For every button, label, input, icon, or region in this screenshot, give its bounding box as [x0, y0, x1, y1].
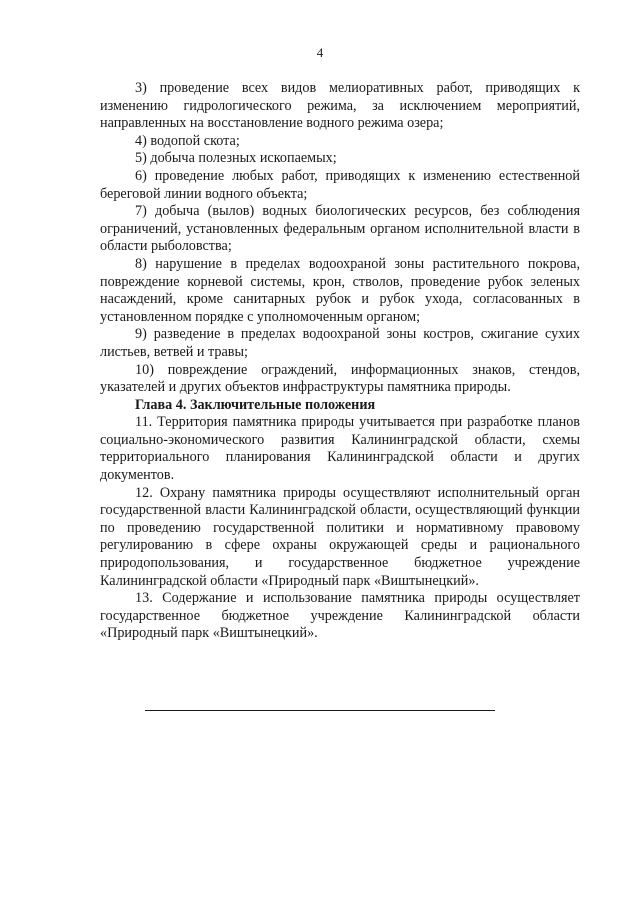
chapter-paragraphs [100, 414, 580, 643]
list-item: 3) проведение всех видов мелиоративных работ, приводящих к изменению гидрологического режима, за исключением мероприятий, направленных на восстановление водного режима озера; [100, 80, 580, 132]
list-item: 8) нарушение в пределах водоохраной зоны растительного покрова, повреждение корневой системы, крон, стволов, проведение рубок зеленых насаждений, кроме санитарных рубок и рубок ухода, согласованных в установленном порядке с уполномоченным органом; [100, 255, 580, 325]
paragraph: 13. Содержание и использование памятника природы осуществляет государственное бюджетное учреждение Калининградской области «Природный парк «Виштынецкий». [100, 590, 580, 642]
chapter-title: Глава 4. Заключительные положения [135, 396, 376, 413]
paragraph: 12. Охрану памятника природы осуществляют исполнительный орган государственной власти Калининградской области, осуществляющий функции по проведению государственной политики и нормативному правовому регулированию в сфере охраны окружающей среды и рационального природопользования, и государственное бюджетное учреждение Калининградской области «Природный парк «Виштынецкий». [100, 484, 580, 589]
list-item: 5) добыча полезных ископаемых; [135, 150, 337, 167]
end-of-document-line [145, 710, 495, 711]
list-item: 9) разведение в пределах водоохраной зоны костров, сжигание сухих листьев, ветвей и травы; [100, 326, 580, 360]
page-number: 4 [316, 45, 324, 60]
list-item: 10) повреждение ограждений, информационных знаков, стендов, указателей и других объектов инфраструктуры памятника природы. [100, 361, 580, 396]
prohibitions-list [100, 80, 580, 397]
paragraph: 11. Территория памятника природы учитывается при разработке планов социально-экономического развития Калининградской области, схемы территориального планирования Калининградской области и других документов. [100, 414, 580, 484]
list-item: 7) добыча (вылов) водных биологических ресурсов, без соблюдения ограничений, установленных федеральным органом исполнительной власти в области рыболовства; [100, 203, 580, 255]
list-item: 4) водопой скота; [135, 132, 240, 149]
document-body [100, 80, 580, 643]
list-item: 6) проведение любых работ, приводящих к изменению естественной береговой линии водного объекта; [100, 167, 580, 202]
